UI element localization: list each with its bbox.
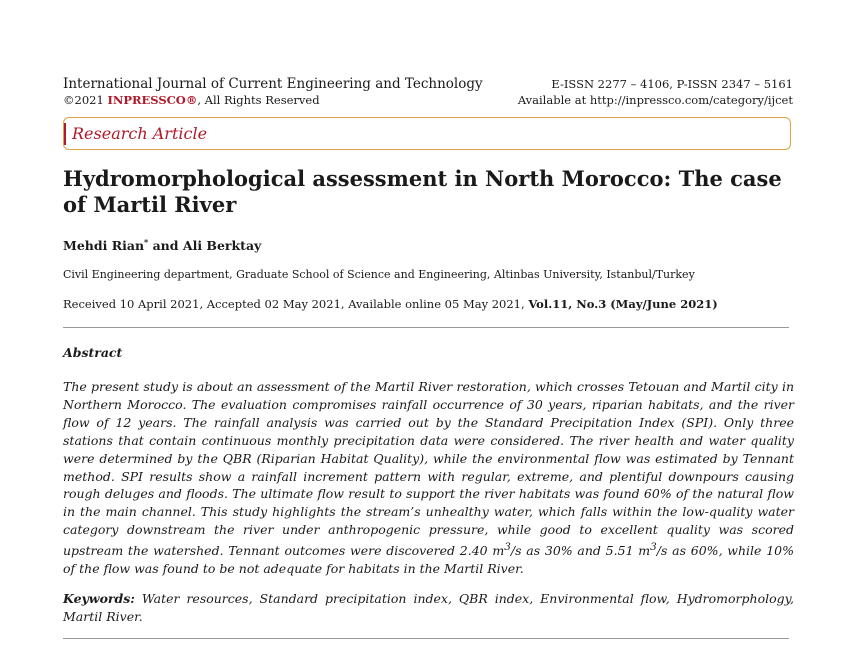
article-title: Hydromorphological assessment in North Morocco: The case of Martil River [63, 166, 782, 217]
article-type-box [63, 117, 791, 150]
copyright-suffix: , All Rights Reserved [197, 93, 320, 107]
keywords [63, 590, 794, 625]
corresponding-mark: * [144, 237, 149, 247]
volume-issue: Vol.11, No.3 (May/June 2021) [528, 297, 718, 311]
keywords-label: Keywords: [63, 591, 135, 606]
keywords-text: Water resources, Standard precipitation index, QBR index, Environmental flow, Hydromorphology, Martil River. [63, 591, 794, 624]
copyright-line [63, 93, 483, 108]
author-first: Mehdi Rian [63, 238, 145, 254]
publisher-brand: INPRESSCO® [107, 93, 198, 107]
copyright-prefix: ©2021 [63, 93, 108, 107]
abstract-part-2: /s as 30% and 5.51 m [510, 543, 651, 559]
header-left [63, 76, 483, 108]
article-type-label: Research Article [72, 124, 208, 143]
divider-bottom [63, 638, 789, 639]
publication-dates [63, 297, 718, 311]
authors-line [63, 237, 261, 253]
superscript-2: 3 [650, 541, 657, 554]
journal-name: International Journal of Current Engineering and Technology [63, 76, 483, 92]
article-type-accent [64, 123, 66, 145]
journal-header [63, 76, 793, 110]
divider-top [63, 327, 789, 328]
abstract-body [63, 378, 794, 578]
dates-text: Received 10 April 2021, Accepted 02 May 2021, Available online 05 May 2021, [63, 297, 529, 311]
affiliation: Civil Engineering department, Graduate School of Science and Engineering, Altinbas University, Istanbul/Turkey [63, 268, 695, 281]
superscript-1: 3 [504, 541, 511, 554]
header-right [518, 76, 793, 108]
abstract-part-3: /s as 60%, while 10% of the flow was found to be not adequate for habitats in the Martil River. [63, 543, 794, 577]
issn-line: E-ISSN 2277 – 4106, P-ISSN 2347 – 5161 [551, 77, 793, 91]
availability-link[interactable]: Available at http://inpressco.com/category/ijcet [517, 93, 793, 107]
abstract-part-1: The present study is about an assessment of the Martil River restoration, which crosses Tetouan and Martil city in Northern Morocco. The evaluation compromises rainfall occurrence of 30 years, riparian habitats, and the river flow of 12 years. The rainfall analysis was carried out by the Standard Precipitation Index (SPI). Only three stations that contain continuous monthly precipitation data were considered. The river health and water quality were determined by the QBR (Riparian Habitat Quality), while the environmental flow was estimated by Tennant method. SPI results show a rainfall increment pattern with regular, extreme, and plentiful downpours causing rough deluges and floods. The ultimate flow result to support the river habitats was found 60% of the natural flow in the main channel. This study highlights the stream’s unhealthy water, which falls within the low-quality water category downstream the river under anthropogenic pressure, while good to excellent quality was scored upstream the watershed. Tennant outcomes were discovered 2.40 m [63, 379, 794, 559]
abstract-heading: Abstract [63, 345, 123, 360]
author-rest: and Ali Berktay [148, 238, 262, 254]
